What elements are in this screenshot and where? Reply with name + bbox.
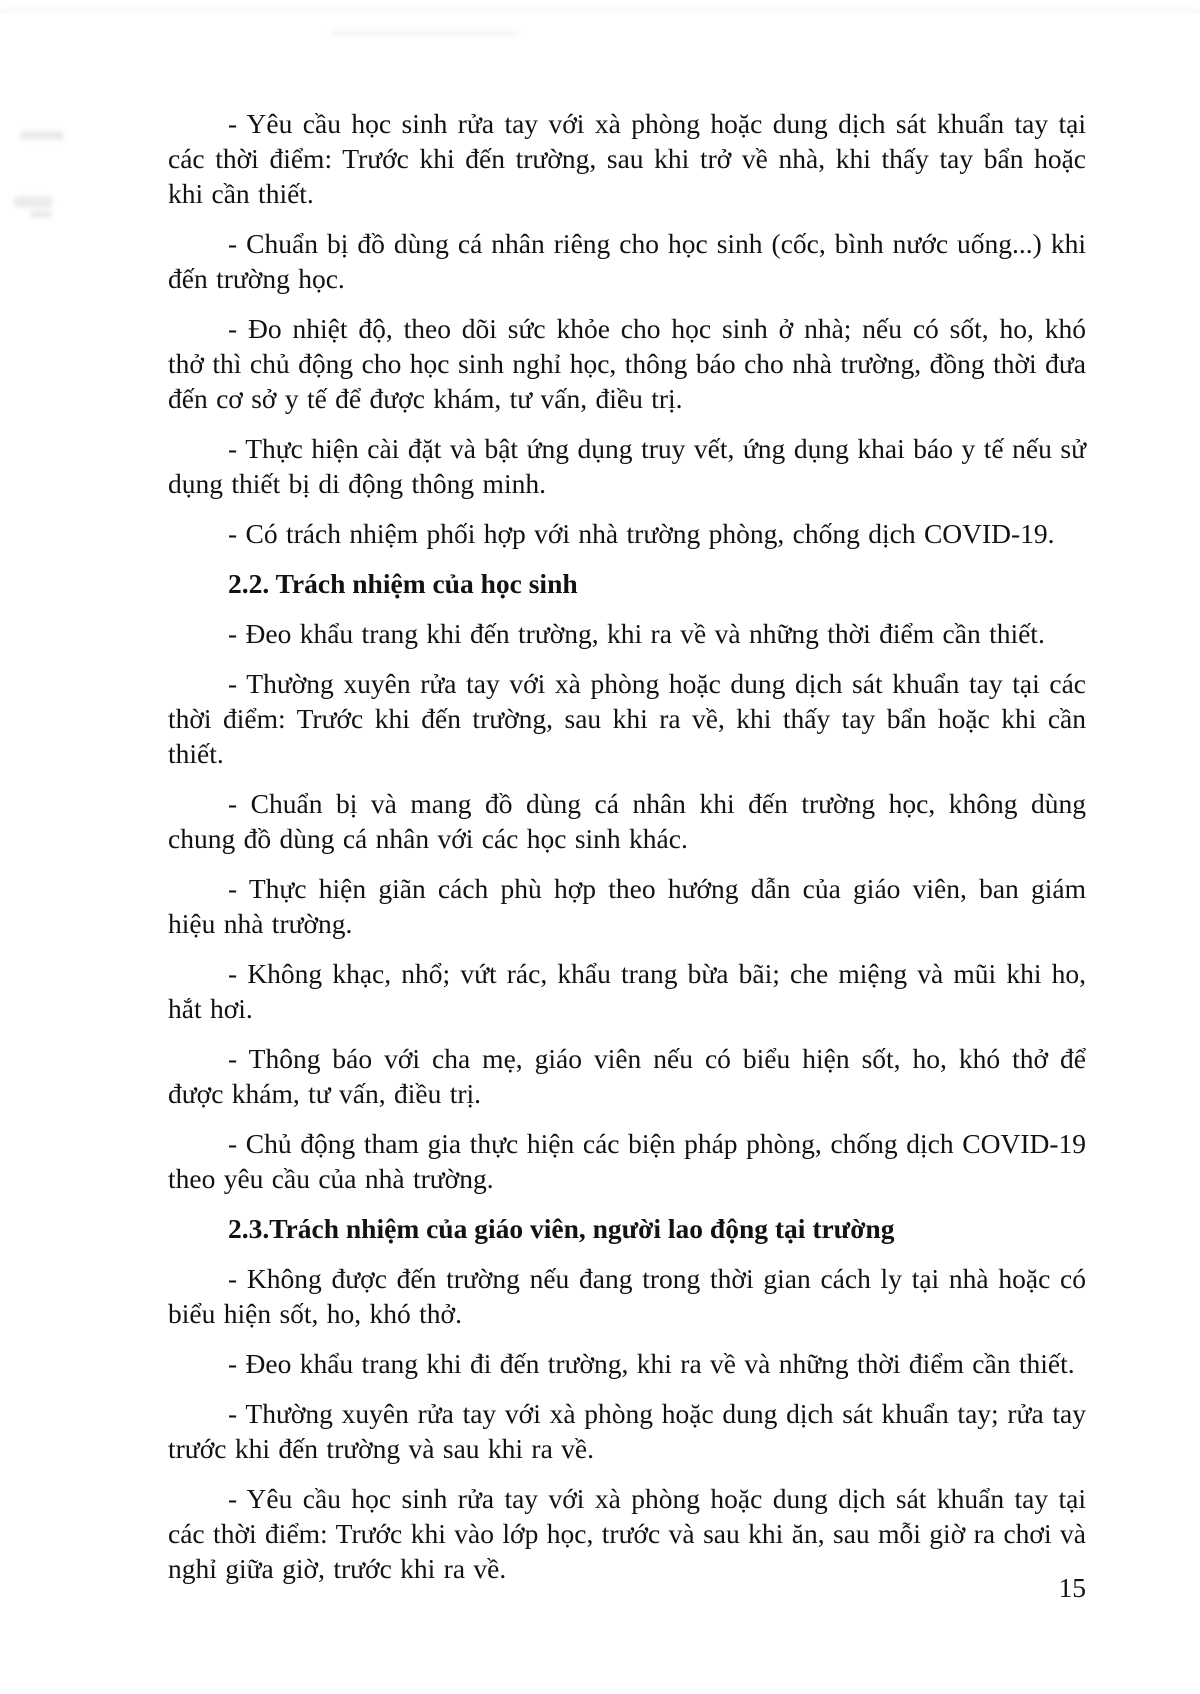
paragraph-student-active-participation: - Chủ động tham gia thực hiện các biện pháp phòng, chống dịch COVID-19 theo yêu cầu của nhà trường.: [168, 1128, 1086, 1194]
paragraph-hand-washing-requirement: - Yêu cầu học sinh rửa tay với xà phòng hoặc dung dịch sát khuẩn tay tại các thời điểm: Trước khi đến trường, sau khi trở về nhà, khi thấy tay bẩn hoặc khi cần thiết.: [168, 108, 1086, 209]
paragraph-teacher-mask-wearing: - Đeo khẩu trang khi đi đến trường, khi ra về và những thời điểm cần thiết.: [228, 1348, 1075, 1379]
document-page-body: [168, 106, 1086, 1601]
scan-artifact-left-smudge: [30, 210, 52, 218]
paragraph-teacher-require-student-washing: - Yêu cầu học sinh rửa tay với xà phòng hoặc dung dịch sát khuẩn tay tại các thời điểm: Trước khi vào lớp học, trước và sau khi ăn, sau mỗi giờ ra chơi và nghỉ giữa giờ, trước khi ra về.: [168, 1483, 1086, 1584]
paragraph-no-spitting-littering: - Không khạc, nhổ; vứt rác, khẩu trang bừa bãi; che miệng và mũi khi ho, hắt hơi.: [168, 958, 1086, 1024]
page-number: 15: [1058, 1572, 1086, 1603]
paragraph-teacher-hand-washing: - Thường xuyên rửa tay với xà phòng hoặc dung dịch sát khuẩn tay; rửa tay trước khi đến trường và sau khi ra về.: [168, 1398, 1086, 1464]
paragraph-student-personal-items: - Chuẩn bị và mang đồ dùng cá nhân khi đến trường học, không dùng chung đồ dùng cá nhân với các học sinh khác.: [168, 788, 1086, 854]
scan-artifact-left-smudge: [14, 196, 52, 208]
paragraph-teacher-no-school-if-quarantine: - Không được đến trường nếu đang trong thời gian cách ly tại nhà hoặc có biểu hiện sốt, ho, khó thở.: [168, 1263, 1086, 1329]
section-heading-2-2-student-responsibility: 2.2. Trách nhiệm của học sinh: [228, 568, 578, 599]
scan-artifact-left-smudge: [20, 131, 64, 140]
paragraph-tracing-app-installation: - Thực hiện cài đặt và bật ứng dụng truy vết, ứng dụng khai báo y tế nếu sử dụng thiết bị di động thông minh.: [168, 433, 1086, 499]
paragraph-temperature-health-monitoring: - Đo nhiệt độ, theo dõi sức khỏe cho học sinh ở nhà; nếu có sốt, ho, khó thở thì chủ động cho học sinh nghỉ học, thông báo cho nhà trường, đồng thời đưa đến cơ sở y tế để được khám, tư vấn, điều trị.: [168, 313, 1086, 414]
paragraph-student-mask-wearing: - Đeo khẩu trang khi đến trường, khi ra về và những thời điểm cần thiết.: [228, 618, 1045, 649]
paragraph-student-hand-washing: - Thường xuyên rửa tay với xà phòng hoặc dung dịch sát khuẩn tay tại các thời điểm: Trước khi đến trường, sau khi ra về, khi thấy tay bẩn hoặc khi cần thiết.: [168, 668, 1086, 769]
paragraph-school-cooperation: - Có trách nhiệm phối hợp với nhà trường phòng, chống dịch COVID-19.: [228, 518, 1055, 549]
section-heading-2-3-teacher-responsibility: 2.3.Trách nhiệm của giáo viên, người lao động tại trường: [228, 1213, 895, 1244]
paragraph-student-distancing: - Thực hiện giãn cách phù hợp theo hướng dẫn của giáo viên, ban giám hiệu nhà trường.: [168, 873, 1086, 939]
paragraph-personal-items-preparation: - Chuẩn bị đồ dùng cá nhân riêng cho học sinh (cốc, bình nước uống...) khi đến trường học.: [168, 228, 1086, 294]
scan-artifact-top-streak: [0, 8, 1200, 13]
scan-artifact-top-specks: [330, 30, 520, 36]
paragraph-student-symptom-reporting: - Thông báo với cha mẹ, giáo viên nếu có biểu hiện sốt, ho, khó thở để được khám, tư vấn, điều trị.: [168, 1043, 1086, 1109]
